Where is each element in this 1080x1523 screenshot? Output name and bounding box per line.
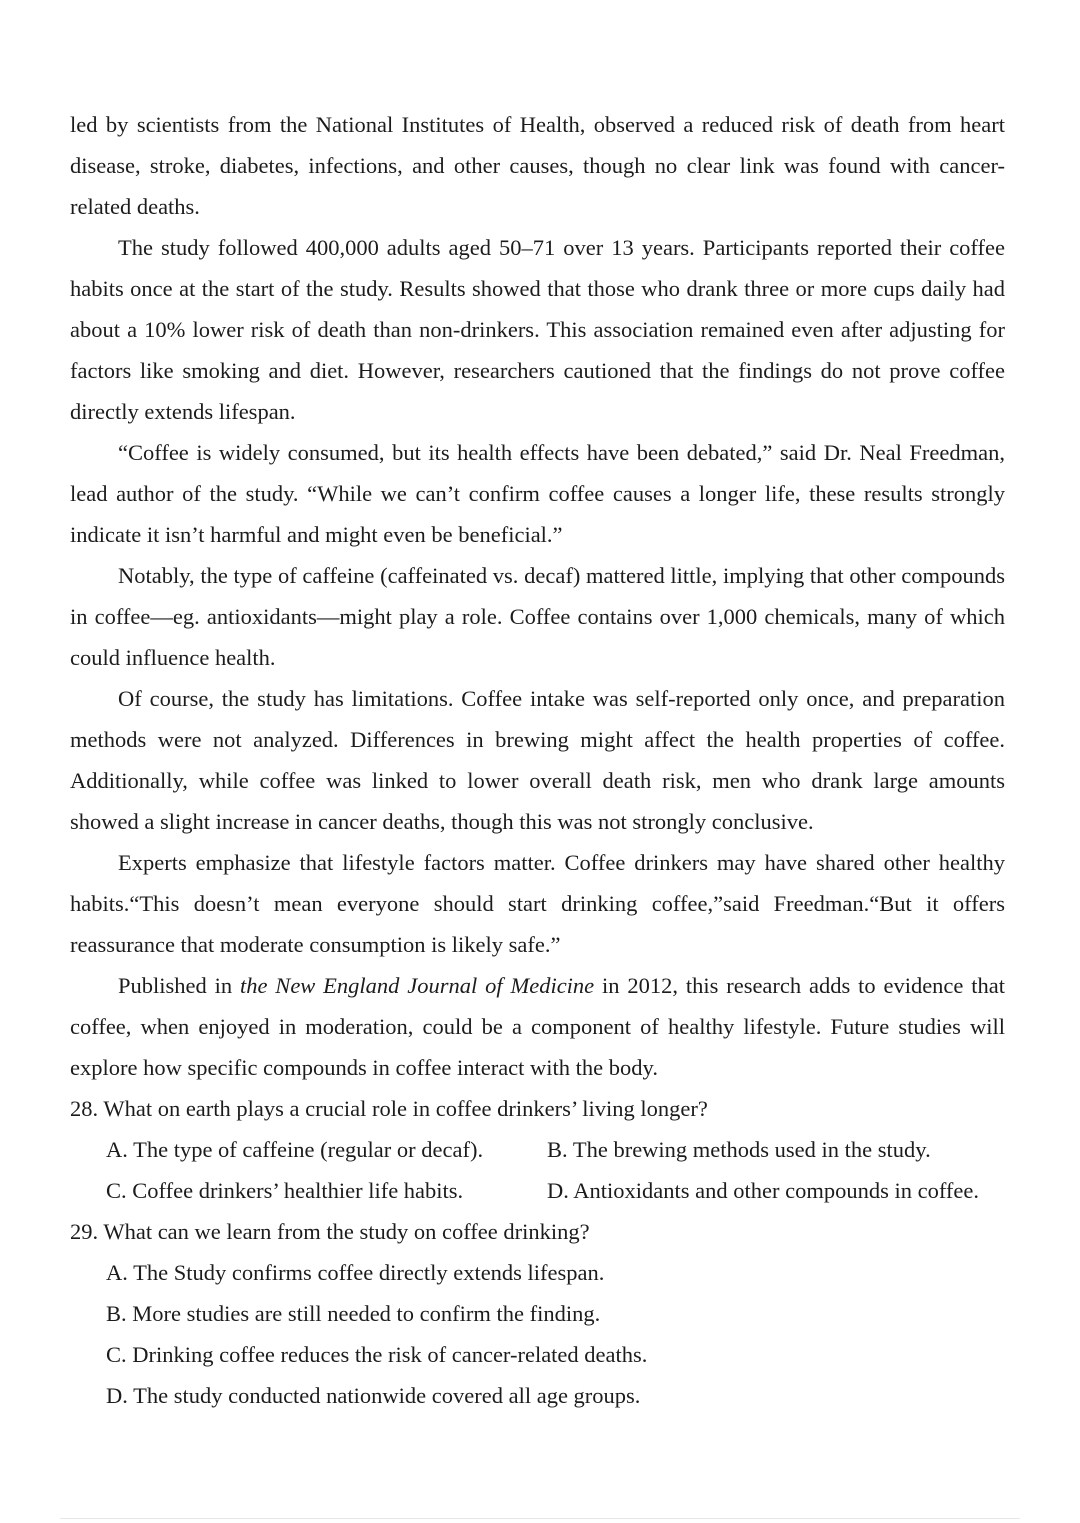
question-29-option-a[interactable]: A. The Study confirms coffee directly extends lifespan. [106, 1260, 605, 1285]
question-28-stem: 28. What on earth plays a crucial role in coffee drinkers’ living longer? [70, 1096, 708, 1121]
question-28 [70, 1088, 1005, 1211]
passage-paragraph-7 [70, 965, 1005, 1088]
passage-paragraph-4: Notably, the type of caffeine (caffeinated vs. decaf) mattered little, implying that other compounds in coffee—eg. antioxidants—might play a role. Coffee contains over 1,000 chemicals, many of which could influence health. [70, 563, 1005, 670]
question-section [70, 1088, 1005, 1416]
question-28-option-c[interactable]: C. Coffee drinkers’ healthier life habits. [106, 1178, 464, 1203]
question-28-option-b[interactable]: B. The brewing methods used in the study. [547, 1137, 931, 1162]
question-29 [70, 1211, 1005, 1416]
p7-rest-text: in 2012, this research adds to evidence that coffee, when enjoyed in moderation, could be a component of healthy lifestyle. Future studies will explore how specific compounds in coffee interact with the body. [70, 973, 1005, 1080]
reading-passage [70, 104, 1005, 1088]
question-29-stem: 29. What can we learn from the study on coffee drinking? [70, 1219, 590, 1244]
question-28-options-row-2 [70, 1170, 1005, 1211]
question-28-option-a[interactable]: A. The type of caffeine (regular or decaf). [106, 1137, 484, 1162]
passage-paragraph-5: Of course, the study has limitations. Coffee intake was self-reported only once, and preparation methods were not analyzed. Differences in brewing might affect the health properties of coffee. Additionally, while coffee was linked to lower overall death risk, men who drank large amounts showed a slight increase in cancer deaths, though this was not strongly conclusive. [70, 686, 1005, 834]
passage-paragraph-6: Experts emphasize that lifestyle factors matter. Coffee drinkers may have shared other healthy habits.“This doesn’t mean everyone should start drinking coffee,”said Freedman.“But it offers reassurance that moderate consumption is likely safe.” [70, 850, 1005, 957]
question-28-option-d[interactable]: D. Antioxidants and other compounds in coffee. [547, 1178, 980, 1203]
question-29-option-c[interactable]: C. Drinking coffee reduces the risk of cancer-related deaths. [106, 1342, 648, 1367]
p7-lead-text: Published in [118, 973, 240, 998]
page-bottom-divider [60, 1518, 1020, 1519]
journal-title: the New England Journal of Medicine [239, 973, 595, 998]
passage-paragraph-3: “Coffee is widely consumed, but its health effects have been debated,” said Dr. Neal Freedman, lead author of the study. “While we can’t confirm coffee causes a longer life, these results strongly indicate it isn’t harmful and might even be beneficial.” [70, 440, 1005, 547]
passage-paragraph-2: The study followed 400,000 adults aged 50–71 over 13 years. Participants reported their coffee habits once at the start of the study. Results showed that those who drank three or more cups daily had about a 10% lower risk of death than non-drinkers. This association remained even after adjusting for factors like smoking and diet. However, researchers cautioned that the findings do not prove coffee directly extends lifespan. [70, 235, 1005, 424]
question-29-option-d[interactable]: D. The study conducted nationwide covered all age groups. [106, 1383, 641, 1408]
question-29-option-b[interactable]: B. More studies are still needed to confirm the finding. [106, 1301, 601, 1326]
question-28-options-row-1 [70, 1129, 1005, 1170]
passage-paragraph-1: led by scientists from the National Institutes of Health, observed a reduced risk of death from heart disease, stroke, diabetes, infections, and other causes, though no clear link was found with cancer-related deaths. [70, 112, 1005, 219]
